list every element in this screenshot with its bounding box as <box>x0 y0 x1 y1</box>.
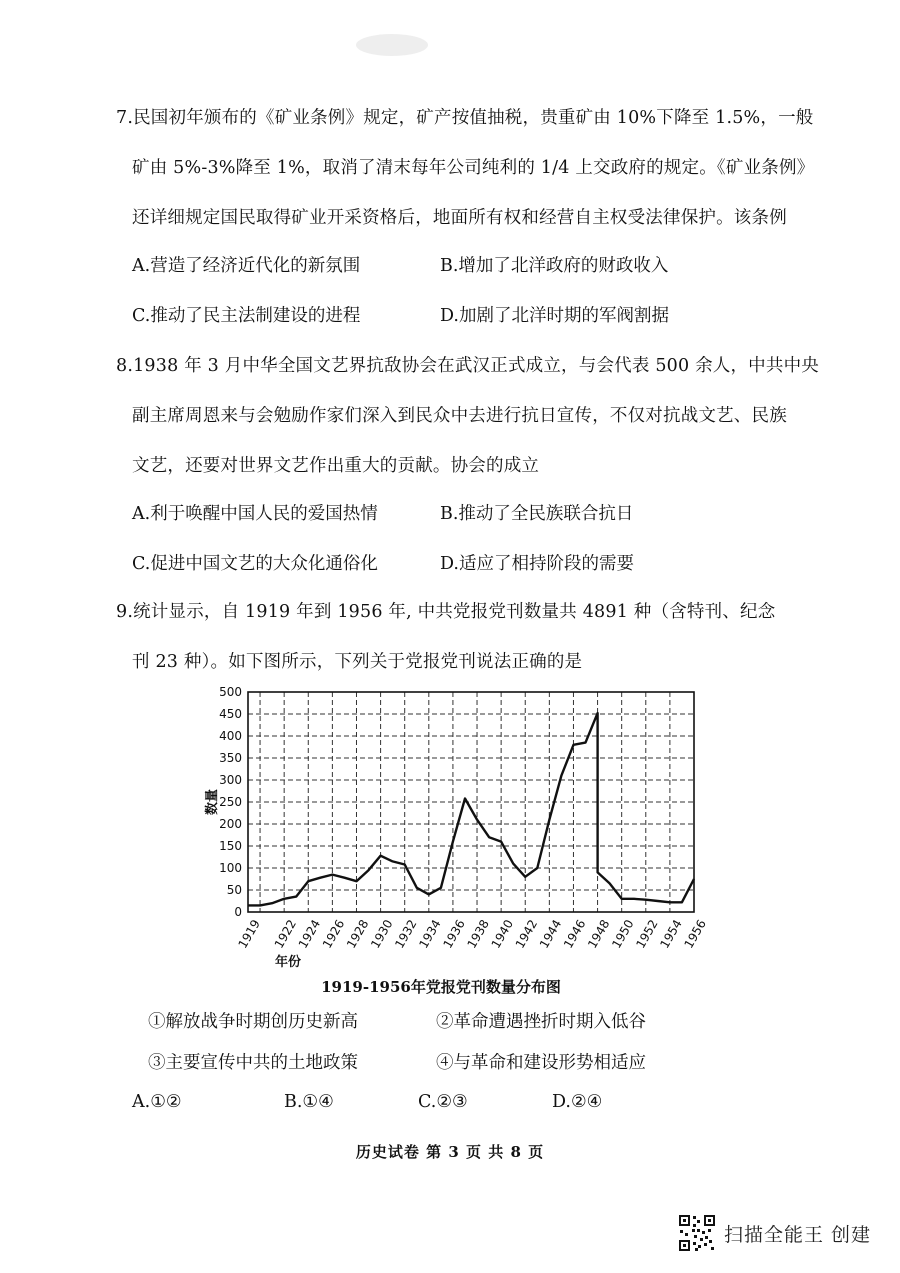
q7-stem-line-3: 还详细规定国民取得矿业开采资格后，地面所有权和经营自主权受法律保护。该条例 <box>132 208 787 228</box>
q7-option-a: A.营造了经济近代化的新氛围 <box>132 256 361 276</box>
x-axis-label: 年份 <box>274 955 302 970</box>
y-tick-label: 400 <box>219 729 242 743</box>
x-tick-label: 1924 <box>295 917 324 951</box>
y-tick-label: 250 <box>219 795 242 809</box>
y-tick-label: 450 <box>219 707 242 721</box>
x-tick-label: 1956 <box>681 917 709 951</box>
q9-option-d: D.②④ <box>552 1092 603 1112</box>
x-tick-label: 1934 <box>416 917 444 951</box>
y-tick-label: 50 <box>226 883 242 897</box>
q8-option-d: D.适应了相持阶段的需要 <box>440 554 634 574</box>
q8-option-b: B.推动了全民族联合抗日 <box>440 504 634 524</box>
x-tick-label: 1940 <box>488 917 517 951</box>
q7-option-d: D.加剧了北洋时期的军阀割据 <box>440 306 669 326</box>
q9-stem-line-2: 刊 23 种）。如下图所示，下列关于党报党刊说法正确的是 <box>132 652 583 672</box>
q8-option-c: C.促进中国文艺的大众化通俗化 <box>132 554 378 574</box>
q8-option-a: A.利于唤醒中国人民的爱国热情 <box>132 504 378 524</box>
y-axis-ticks <box>219 685 242 919</box>
x-tick-label: 1944 <box>536 917 565 951</box>
q7-stem-line-1: 7.民国初年颁布的《矿业条例》规定，矿产按值抽税，贵重矿由 10%下降至 1.5%，一般 <box>116 108 814 128</box>
x-tick-label: 1919 <box>235 917 263 951</box>
x-tick-label: 1922 <box>271 917 300 951</box>
q7-option-b: B.增加了北洋政府的财政收入 <box>440 256 669 276</box>
x-tick-label: 1938 <box>464 917 492 951</box>
y-tick-label: 500 <box>219 685 242 699</box>
scanner-label: 扫描全能王 创建 <box>724 1223 872 1246</box>
chart-title: 1919-1956年党报党刊数量分布图 <box>321 978 561 994</box>
x-tick-label: 1928 <box>344 917 372 951</box>
publications-line-chart <box>196 682 716 994</box>
qr-code-icon <box>678 1214 716 1252</box>
x-tick-label: 1936 <box>440 917 468 951</box>
x-tick-label: 1942 <box>512 917 541 951</box>
q8-stem-line-2: 副主席周恩来与会勉励作家们深入到民众中去进行抗日宣传，不仅对抗战文艺、民族 <box>132 406 787 426</box>
x-axis-ticks <box>236 917 709 950</box>
x-tick-label: 1946 <box>560 917 589 951</box>
y-tick-label: 150 <box>219 839 242 853</box>
q7-option-c: C.推动了民主法制建设的进程 <box>132 306 361 326</box>
y-tick-label: 0 <box>234 905 242 919</box>
y-tick-label: 100 <box>219 861 242 875</box>
q9-statement-2: ②革命遭遇挫折时期入低谷 <box>436 1012 646 1032</box>
q8-stem-line-3: 文艺，还要对世界文艺作出重大的贡献。协会的成立 <box>132 456 540 476</box>
x-tick-label: 1932 <box>392 917 420 951</box>
y-tick-label: 350 <box>219 751 242 765</box>
q9-option-b: B.①④ <box>284 1092 334 1112</box>
x-tick-label: 1930 <box>368 917 396 951</box>
scan-watermark <box>352 30 432 60</box>
q9-statement-1: ①解放战争时期创历史新高 <box>148 1012 358 1032</box>
q7-stem-line-2: 矿由 5%-3%降至 1%，取消了清末每年公司纯利的 1/4 上交政府的规定。《矿业条例》 <box>132 158 815 178</box>
q9-option-c: C.②③ <box>418 1092 468 1112</box>
x-tick-label: 1950 <box>609 917 637 951</box>
series-line <box>248 713 694 905</box>
x-tick-label: 1952 <box>633 917 661 951</box>
chart-svg <box>196 682 716 994</box>
y-axis-label: 数量 <box>205 788 220 816</box>
q9-statement-3: ③主要宣传中共的土地政策 <box>148 1053 358 1073</box>
q9-stem-line-1: 9.统计显示，自 1919 年到 1956 年, 中共党报党刊数量共 4891 种（含特刊、纪念 <box>116 602 776 622</box>
q9-statement-4: ④与革命和建设形势相适应 <box>436 1053 646 1073</box>
scanner-watermark <box>678 1214 871 1252</box>
y-tick-label: 300 <box>219 773 242 787</box>
q9-option-a: A.①② <box>132 1092 182 1112</box>
y-tick-label: 200 <box>219 817 242 831</box>
x-tick-label: 1926 <box>319 917 348 951</box>
page-footer: 历史试卷 第 3 页 共 8 页 <box>355 1143 545 1161</box>
x-tick-label: 1954 <box>657 917 685 951</box>
q8-stem-line-1: 8.1938 年 3 月中华全国文艺界抗敌协会在武汉正式成立，与会代表 500 余人，中共中央 <box>116 356 819 376</box>
x-tick-label: 1948 <box>585 917 613 951</box>
